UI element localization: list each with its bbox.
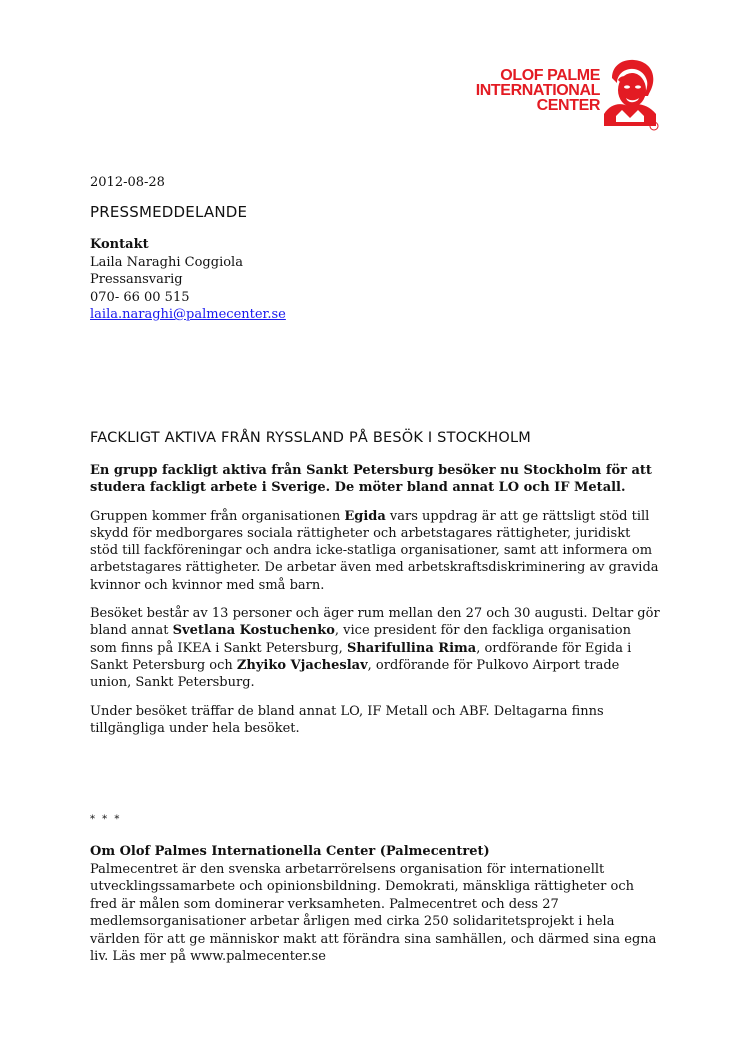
p2-text-c: , vice president för den fackliga organisation som finns på IKEA i Sankt Petersburg,	[90, 623, 631, 656]
org-egida: Egida	[344, 508, 386, 524]
olof-palme-logo	[462, 56, 662, 136]
about-text: Palmecentret är den svenska arbetarrörelsens organisation för internationellt utvecklingssamarbete och opinionsbildning. Demokrati, mänskliga rättigheter och fred är målen som dominerar verksamheten. Palmecentret och dess 27 medlemsorganisationer arbetar årligen med cirka 250 solidaritetsprojekt i hela världen för att ge människor makt att förändra sina samhällen, och därmed sina egna liv. Läs mer på www.palmecenter.se	[90, 861, 657, 964]
contact-email-link[interactable]: laila.naraghi@palmecenter.se	[90, 307, 286, 322]
person-1: Svetlana Kostuchenko	[172, 623, 335, 639]
article-body	[90, 462, 660, 748]
person-3: Zhyiko Vjacheslav	[236, 657, 368, 673]
contact-name: Laila Naraghi Coggiola	[90, 254, 243, 270]
olof-palme-portrait-icon	[598, 56, 662, 132]
paragraph-2	[90, 605, 660, 691]
paragraph-1	[90, 508, 660, 594]
lead-paragraph: En grupp fackligt aktiva från Sankt Petersburg besöker nu Stockholm för att studera fackligt arbete i Sverige. De möter bland annat LO och IF Metall.	[90, 463, 652, 496]
headline: FACKLIGT AKTIVA FRÅN RYSSLAND PÅ BESÖK I STOCKHOLM	[90, 430, 531, 446]
section-separator: * * *	[90, 814, 122, 825]
about-block	[90, 843, 660, 966]
contact-phone: 070- 66 00 515	[90, 289, 190, 305]
p2-text-a: Besöket består av 13 personer och äger rum mellan den 27 och 30 augusti. Deltar gör bland annat	[90, 606, 660, 639]
logo-line-3: CENTER	[536, 97, 600, 114]
contact-role: Pressansvarig	[90, 272, 183, 287]
p1-text-c: vars uppdrag är att ge rättsligt stöd till skydd för medborgares sociala rättigheter och arbetstagares rättigheter, juridiskt stöd till fackföreningar och andra icke-statliga organisationer, samt att informera om arbetstagares rättigheter. De arbetar även med arbetskraftsdiskriminering av gravida kvinnor och kvinnor med små barn.	[90, 508, 659, 593]
document-type: PRESSMEDDELANDE	[90, 203, 248, 221]
paragraph-3: Under besöket träffar de bland annat LO, IF Metall och ABF. Deltagarna finns tillgängliga under hela besöket.	[90, 703, 604, 736]
contact-block	[90, 236, 286, 324]
p1-text-a: Gruppen kommer från organisationen	[90, 508, 345, 524]
release-date: 2012-08-28	[90, 175, 165, 190]
p2-text-e: , ordförande för Egida i Sankt Petersburg och	[90, 640, 632, 673]
contact-heading: Kontakt	[90, 237, 149, 252]
logo-line-1: OLOF PALME	[500, 67, 600, 84]
p2-text-g: , ordförande för Pulkovo Airport trade union, Sankt Petersburg.	[90, 657, 620, 691]
person-2: Sharifullina Rima	[346, 640, 477, 656]
about-heading: Om Olof Palmes Internationella Center (Palmecentret)	[90, 844, 490, 859]
logo-wordmark	[476, 68, 600, 113]
logo-line-2: INTERNATIONAL	[475, 82, 600, 99]
